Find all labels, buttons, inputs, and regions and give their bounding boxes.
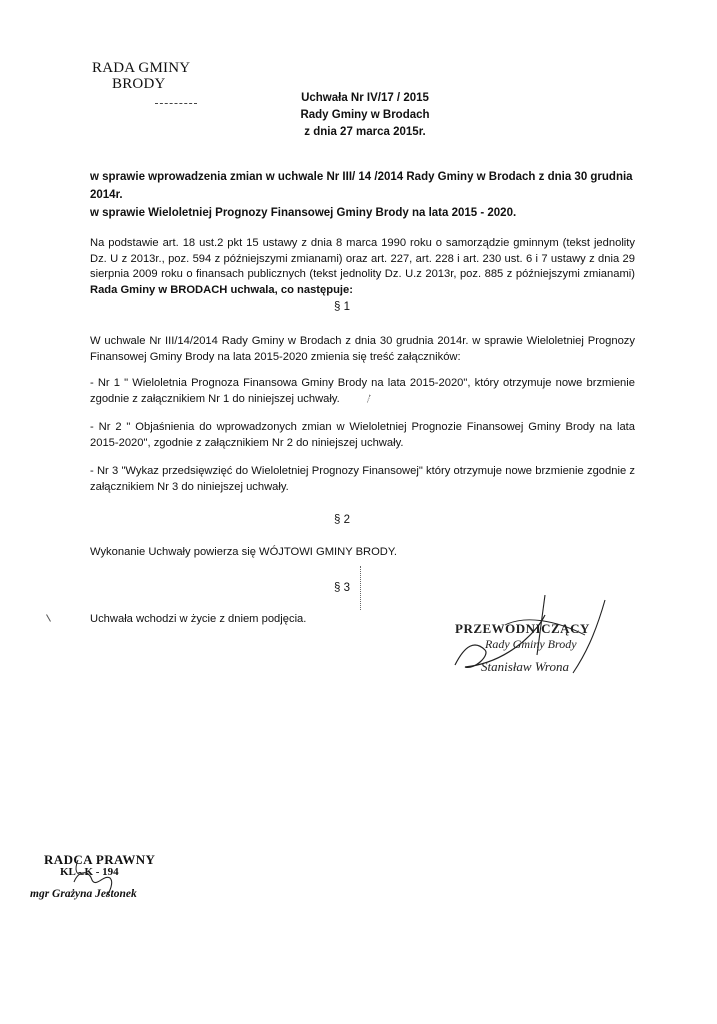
resolution-date: z dnia 27 marca 2015r. bbox=[304, 126, 426, 138]
stamp-line-1: RADA GMINY bbox=[92, 60, 191, 76]
legal-adviser-number: KL - K - 194 bbox=[60, 866, 119, 878]
section-1-item-1: - Nr 1 " Wieloletnia Prognoza Finansowa Gminy Brody na lata 2015-2020", który otrzymuje nowe brzmienie zgodnie z załącznikiem Nr 1 do niniejszej uchwały. bbox=[90, 377, 635, 405]
resolution-council: Rady Gminy w Brodach bbox=[300, 109, 430, 121]
legal-adviser-title: RADCA PRAWNY bbox=[44, 852, 156, 867]
section-3-text: Uchwała wchodzi w życie z dniem podjęcia. bbox=[90, 613, 307, 625]
section-2-heading: § 2 bbox=[334, 514, 350, 526]
scan-mark bbox=[46, 614, 51, 621]
section-1-intro: W uchwale Nr III/14/2014 Rady Gminy w Brodach z dnia 30 grudnia 2014r. w sprawie Wieloletniej Prognozy Finansowej Gminy Brody na lata 2015-2020 zmienia się treść załączników: bbox=[90, 335, 635, 363]
stamp-underline bbox=[155, 103, 197, 104]
chairman-signature-stamp bbox=[445, 595, 625, 695]
section-1-heading: § 1 bbox=[334, 301, 350, 313]
legal-adviser-stamp bbox=[30, 852, 174, 912]
legal-basis-text: Na podstawie art. 18 ust.2 pkt 15 ustawy z dnia 8 marca 1990 roku o samorządzie gminnym (tekst jednolity Dz. U z 2013r., poz. 594 z późniejszymi zmianami) oraz art. 227, art. 228 i art. 230 ust. 6 i 7 ustawy z dnia 29 sierpnia 2009 roku o finansach publicznych (tekst jednolity Dz. U.z 2013r, poz. 885 z późniejszymi zmianami) bbox=[90, 237, 635, 280]
section-1-item-2: - Nr 2 " Objaśnienia do wprowadzonych zmian w Wieloletniej Prognozie Finansowej Gminy Brody na lata 2015-2020", zgodnie z załącznikiem Nr 2 do niniejszej uchwały. bbox=[90, 421, 635, 449]
legal-adviser-handwritten-signature bbox=[44, 852, 174, 912]
resolution-subject bbox=[90, 168, 650, 222]
chairman-name: Stanisław Wrona bbox=[481, 659, 570, 674]
scan-mark bbox=[360, 566, 362, 610]
legal-basis-enactment: Rada Gminy w BRODACH uchwala, co następuje: bbox=[90, 283, 353, 296]
section-1-item-3: - Nr 3 "Wykaz przedsięwzięć do Wieloletniej Prognozy Finansowej" który otrzymuje nowe brzmienie zgodnie z załącznikiem Nr 3 do niniejszej uchwały. bbox=[90, 465, 635, 493]
subject-line-2: w sprawie Wieloletniej Prognozy Finansowej Gminy Brody na lata 2015 - 2020. bbox=[90, 207, 517, 219]
stamp-line-2: BRODY bbox=[112, 76, 166, 92]
chairman-org: Rady Gminy Brody bbox=[485, 637, 577, 651]
subject-line-1: w sprawie wprowadzenia zmian w uchwale Nr III/ 14 /2014 Rady Gminy w Brodach z dnia 30 grudnia 2014r. bbox=[90, 171, 633, 201]
section-2-text: Wykonanie Uchwały powierza się WÓJTOWI GMINY BRODY. bbox=[90, 546, 398, 558]
resolution-number: Uchwała Nr IV/17 / 2015 bbox=[301, 92, 429, 104]
legal-basis bbox=[90, 236, 635, 298]
organization-stamp bbox=[92, 60, 190, 92]
chairman-title: PRZEWODNICZĄCY bbox=[455, 621, 590, 636]
chairman-handwritten-signature bbox=[445, 595, 625, 695]
legal-adviser-name: mgr Grażyna Jestonek bbox=[30, 888, 137, 900]
section-3-heading: § 3 bbox=[334, 582, 350, 594]
resolution-header bbox=[270, 90, 460, 141]
